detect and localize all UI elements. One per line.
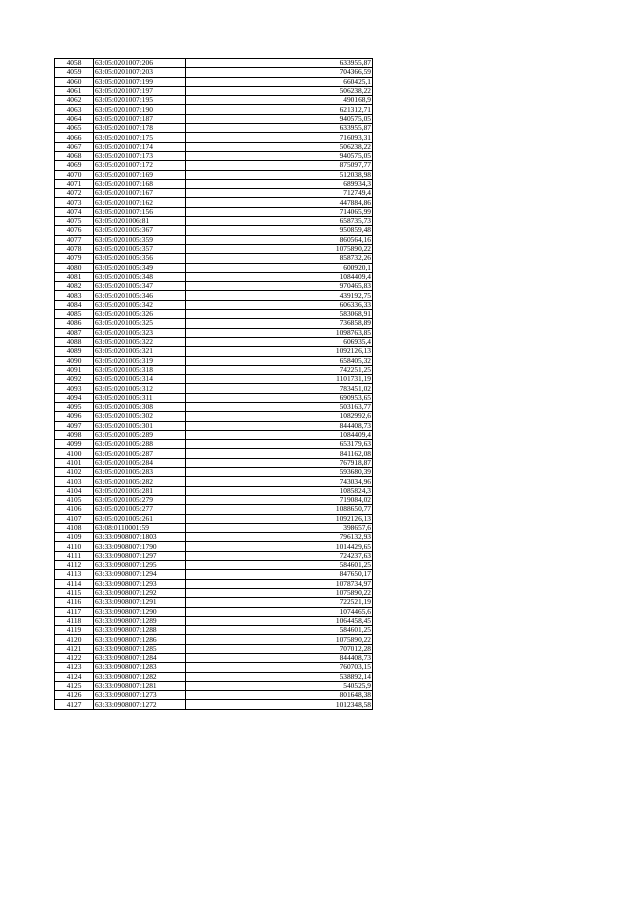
- value-cell: 512038,98: [186, 170, 373, 179]
- cadastral-number-cell: 63:05:0201005:349: [94, 263, 186, 272]
- cadastral-number-cell: 63:33:0908007:1288: [94, 626, 186, 635]
- cadastral-number-cell: 63:05:0201007:172: [94, 161, 186, 170]
- table-row: [55, 291, 373, 300]
- row-number-cell: 4120: [55, 635, 94, 644]
- cadastral-number-cell: 63:05:0201007:190: [94, 105, 186, 114]
- table-row: [55, 626, 373, 635]
- table-row: [55, 588, 373, 597]
- row-number-cell: 4083: [55, 291, 94, 300]
- value-cell: 593680,39: [186, 468, 373, 477]
- value-cell: 847650,17: [186, 570, 373, 579]
- value-cell: 736858,89: [186, 319, 373, 328]
- table-row: [55, 700, 373, 709]
- value-cell: 707012,28: [186, 644, 373, 653]
- value-cell: 719084,02: [186, 495, 373, 504]
- row-number-cell: 4113: [55, 570, 94, 579]
- value-cell: 1088650,77: [186, 505, 373, 514]
- row-number-cell: 4109: [55, 533, 94, 542]
- row-number-cell: 4100: [55, 449, 94, 458]
- table-row: [55, 170, 373, 179]
- cadastral-number-cell: 63:33:0908007:1295: [94, 561, 186, 570]
- cadastral-number-cell: 63:05:0201005:287: [94, 449, 186, 458]
- table-row: [55, 263, 373, 272]
- cadastral-number-cell: 63:33:0908007:1272: [94, 700, 186, 709]
- row-number-cell: 4105: [55, 495, 94, 504]
- value-cell: 584601,25: [186, 561, 373, 570]
- row-number-cell: 4125: [55, 681, 94, 690]
- value-cell: 940575,05: [186, 151, 373, 160]
- value-cell: 724237,63: [186, 551, 373, 560]
- cadastral-number-cell: 63:05:0201005:326: [94, 310, 186, 319]
- table-row: [55, 393, 373, 402]
- table-row: [55, 133, 373, 142]
- row-number-cell: 4122: [55, 654, 94, 663]
- value-cell: 490168,9: [186, 96, 373, 105]
- value-cell: 600920,1: [186, 263, 373, 272]
- table-row: [55, 105, 373, 114]
- cadastral-number-cell: 63:05:0201007:197: [94, 86, 186, 95]
- value-cell: 742251,25: [186, 365, 373, 374]
- value-cell: 783451,02: [186, 384, 373, 393]
- row-number-cell: 4084: [55, 300, 94, 309]
- value-cell: 1082992,6: [186, 412, 373, 421]
- row-number-cell: 4123: [55, 663, 94, 672]
- value-cell: 689934,3: [186, 179, 373, 188]
- row-number-cell: 4076: [55, 226, 94, 235]
- table-row: [55, 189, 373, 198]
- cadastral-number-cell: 63:05:0201007:199: [94, 77, 186, 86]
- cadastral-number-cell: 63:05:0201005:284: [94, 458, 186, 467]
- table-row: [55, 449, 373, 458]
- cadastral-value-table: [54, 58, 373, 710]
- table-row: [55, 151, 373, 160]
- cadastral-number-cell: 63:05:0201007:156: [94, 207, 186, 216]
- value-cell: 633955,87: [186, 59, 373, 68]
- table-row: [55, 244, 373, 253]
- table-row: [55, 570, 373, 579]
- row-number-cell: 4106: [55, 505, 94, 514]
- row-number-cell: 4091: [55, 365, 94, 374]
- table-row: [55, 579, 373, 588]
- table-row: [55, 440, 373, 449]
- value-cell: 841162,08: [186, 449, 373, 458]
- table-row: [55, 161, 373, 170]
- value-cell: 1085824,3: [186, 486, 373, 495]
- value-cell: 716093,31: [186, 133, 373, 142]
- table-row: [55, 644, 373, 653]
- table-row: [55, 421, 373, 430]
- row-number-cell: 4107: [55, 514, 94, 523]
- cadastral-number-cell: 63:05:0201005:289: [94, 430, 186, 439]
- cadastral-number-cell: 63:05:0201005:311: [94, 393, 186, 402]
- cadastral-number-cell: 63:33:0908007:1291: [94, 598, 186, 607]
- table-row: [55, 551, 373, 560]
- row-number-cell: 4085: [55, 310, 94, 319]
- table-row: [55, 691, 373, 700]
- cadastral-number-cell: 63:05:0201005:281: [94, 486, 186, 495]
- value-cell: 767918,87: [186, 458, 373, 467]
- cadastral-number-cell: 63:05:0201005:323: [94, 328, 186, 337]
- cadastral-number-cell: 63:05:0201005:347: [94, 282, 186, 291]
- value-cell: 714065,99: [186, 207, 373, 216]
- row-number-cell: 4099: [55, 440, 94, 449]
- cadastral-number-cell: 63:05:0201005:367: [94, 226, 186, 235]
- cadastral-number-cell: 63:05:0201007:187: [94, 114, 186, 123]
- table-row: [55, 635, 373, 644]
- row-number-cell: 4097: [55, 421, 94, 430]
- row-number-cell: 4064: [55, 114, 94, 123]
- value-cell: 844408,73: [186, 654, 373, 663]
- row-number-cell: 4078: [55, 244, 94, 253]
- row-number-cell: 4126: [55, 691, 94, 700]
- value-cell: 1078734,97: [186, 579, 373, 588]
- value-cell: 1092126,13: [186, 347, 373, 356]
- row-number-cell: 4079: [55, 254, 94, 263]
- cadastral-number-cell: 63:33:0908007:1297: [94, 551, 186, 560]
- row-number-cell: 4090: [55, 356, 94, 365]
- cadastral-number-cell: 63:05:0201005:359: [94, 235, 186, 244]
- row-number-cell: 4062: [55, 96, 94, 105]
- cadastral-number-cell: 63:05:0201005:321: [94, 347, 186, 356]
- value-cell: 653179,63: [186, 440, 373, 449]
- cadastral-number-cell: 63:33:0908007:1292: [94, 588, 186, 597]
- table-row: [55, 86, 373, 95]
- table-row: [55, 607, 373, 616]
- row-number-cell: 4067: [55, 142, 94, 151]
- table-row: [55, 663, 373, 672]
- row-number-cell: 4065: [55, 124, 94, 133]
- cadastral-number-cell: 63:05:0201007:168: [94, 179, 186, 188]
- value-cell: 858732,26: [186, 254, 373, 263]
- cadastral-number-cell: 63:05:0201005:308: [94, 402, 186, 411]
- row-number-cell: 4114: [55, 579, 94, 588]
- value-cell: 621312,71: [186, 105, 373, 114]
- table-body: [55, 59, 373, 710]
- row-number-cell: 4095: [55, 402, 94, 411]
- cadastral-number-cell: 63:05:0201005:356: [94, 254, 186, 263]
- table-row: [55, 542, 373, 551]
- value-cell: 875097,77: [186, 161, 373, 170]
- value-cell: 540525,9: [186, 681, 373, 690]
- table-row: [55, 226, 373, 235]
- row-number-cell: 4094: [55, 393, 94, 402]
- table-row: [55, 412, 373, 421]
- cadastral-number-cell: 63:33:0908007:1803: [94, 533, 186, 542]
- cadastral-number-cell: 63:05:0201005:319: [94, 356, 186, 365]
- cadastral-number-cell: 63:05:0201007:169: [94, 170, 186, 179]
- row-number-cell: 4093: [55, 384, 94, 393]
- row-number-cell: 4082: [55, 282, 94, 291]
- cadastral-number-cell: 63:05:0201005:277: [94, 505, 186, 514]
- cadastral-number-cell: 63:05:0201007:195: [94, 96, 186, 105]
- value-cell: 1075890,22: [186, 588, 373, 597]
- value-cell: 1014429,65: [186, 542, 373, 551]
- cadastral-number-cell: 63:05:0201005:288: [94, 440, 186, 449]
- value-cell: 398657,6: [186, 523, 373, 532]
- row-number-cell: 4075: [55, 217, 94, 226]
- cadastral-number-cell: 63:05:0201005:283: [94, 468, 186, 477]
- value-cell: 722521,19: [186, 598, 373, 607]
- row-number-cell: 4063: [55, 105, 94, 114]
- table-row: [55, 198, 373, 207]
- value-cell: 584601,25: [186, 626, 373, 635]
- row-number-cell: 4089: [55, 347, 94, 356]
- table-row: [55, 124, 373, 133]
- row-number-cell: 4072: [55, 189, 94, 198]
- cadastral-number-cell: 63:33:0908007:1284: [94, 654, 186, 663]
- table-row: [55, 514, 373, 523]
- value-cell: 439192,75: [186, 291, 373, 300]
- table-row: [55, 365, 373, 374]
- value-cell: 1075890,22: [186, 635, 373, 644]
- cadastral-number-cell: 63:05:0201005:302: [94, 412, 186, 421]
- table-row: [55, 142, 373, 151]
- value-cell: 1012348,58: [186, 700, 373, 709]
- cadastral-number-cell: 63:05:0201005:312: [94, 384, 186, 393]
- value-cell: 506238,22: [186, 142, 373, 151]
- cadastral-number-cell: 63:08:0110001:59: [94, 523, 186, 532]
- row-number-cell: 4118: [55, 616, 94, 625]
- row-number-cell: 4087: [55, 328, 94, 337]
- table-row: [55, 375, 373, 384]
- cadastral-number-cell: 63:33:0908007:1285: [94, 644, 186, 653]
- cadastral-number-cell: 63:05:0201005:325: [94, 319, 186, 328]
- row-number-cell: 4071: [55, 179, 94, 188]
- row-number-cell: 4066: [55, 133, 94, 142]
- row-number-cell: 4119: [55, 626, 94, 635]
- table-row: [55, 356, 373, 365]
- row-number-cell: 4096: [55, 412, 94, 421]
- row-number-cell: 4102: [55, 468, 94, 477]
- row-number-cell: 4070: [55, 170, 94, 179]
- value-cell: 583068,91: [186, 310, 373, 319]
- table-row: [55, 561, 373, 570]
- row-number-cell: 4108: [55, 523, 94, 532]
- value-cell: 796132,93: [186, 533, 373, 542]
- cadastral-number-cell: 63:05:0201005:322: [94, 337, 186, 346]
- cadastral-number-cell: 63:05:0201005:282: [94, 477, 186, 486]
- row-number-cell: 4117: [55, 607, 94, 616]
- row-number-cell: 4101: [55, 458, 94, 467]
- cadastral-number-cell: 63:33:0908007:1289: [94, 616, 186, 625]
- value-cell: 704366,59: [186, 68, 373, 77]
- row-number-cell: 4059: [55, 68, 94, 77]
- value-cell: 1092126,13: [186, 514, 373, 523]
- value-cell: 1084409,4: [186, 272, 373, 281]
- cadastral-number-cell: 63:05:0201007:167: [94, 189, 186, 198]
- value-cell: 660425,1: [186, 77, 373, 86]
- table-row: [55, 347, 373, 356]
- cadastral-number-cell: 63:05:0201005:301: [94, 421, 186, 430]
- row-number-cell: 4116: [55, 598, 94, 607]
- row-number-cell: 4124: [55, 672, 94, 681]
- value-cell: 950859,48: [186, 226, 373, 235]
- cadastral-number-cell: 63:05:0201007:206: [94, 59, 186, 68]
- value-cell: 1101731,19: [186, 375, 373, 384]
- table-row: [55, 486, 373, 495]
- row-number-cell: 4127: [55, 700, 94, 709]
- cadastral-number-cell: 63:33:0908007:1281: [94, 681, 186, 690]
- row-number-cell: 4115: [55, 588, 94, 597]
- cadastral-number-cell: 63:05:0201007:178: [94, 124, 186, 133]
- table-row: [55, 300, 373, 309]
- cadastral-number-cell: 63:05:0201007:173: [94, 151, 186, 160]
- value-cell: 658405,32: [186, 356, 373, 365]
- table-row: [55, 282, 373, 291]
- table-row: [55, 505, 373, 514]
- table-row: [55, 672, 373, 681]
- cadastral-number-cell: 63:05:0201007:162: [94, 198, 186, 207]
- row-number-cell: 4121: [55, 644, 94, 653]
- table-row: [55, 217, 373, 226]
- value-cell: 690953,65: [186, 393, 373, 402]
- table-row: [55, 458, 373, 467]
- cadastral-number-cell: 63:05:0201005:261: [94, 514, 186, 523]
- cadastral-number-cell: 63:33:0908007:1294: [94, 570, 186, 579]
- row-number-cell: 4061: [55, 86, 94, 95]
- row-number-cell: 4104: [55, 486, 94, 495]
- row-number-cell: 4060: [55, 77, 94, 86]
- table-row: [55, 533, 373, 542]
- row-number-cell: 4088: [55, 337, 94, 346]
- row-number-cell: 4111: [55, 551, 94, 560]
- value-cell: 633955,87: [186, 124, 373, 133]
- row-number-cell: 4086: [55, 319, 94, 328]
- value-cell: 1098763,85: [186, 328, 373, 337]
- table-row: [55, 654, 373, 663]
- table-row: [55, 235, 373, 244]
- table-row: [55, 68, 373, 77]
- cadastral-number-cell: 63:05:0201007:203: [94, 68, 186, 77]
- row-number-cell: 4112: [55, 561, 94, 570]
- table-row: [55, 319, 373, 328]
- cadastral-number-cell: 63:05:0201005:314: [94, 375, 186, 384]
- table-row: [55, 179, 373, 188]
- cadastral-number-cell: 63:05:0201005:279: [94, 495, 186, 504]
- cadastral-number-cell: 63:05:0201005:342: [94, 300, 186, 309]
- value-cell: 606935,4: [186, 337, 373, 346]
- table-row: [55, 254, 373, 263]
- row-number-cell: 4074: [55, 207, 94, 216]
- value-cell: 538892,14: [186, 672, 373, 681]
- value-cell: 760703,15: [186, 663, 373, 672]
- value-cell: 658735,73: [186, 217, 373, 226]
- cadastral-number-cell: 63:05:0201005:346: [94, 291, 186, 300]
- cadastral-number-cell: 63:33:0908007:1293: [94, 579, 186, 588]
- row-number-cell: 4080: [55, 263, 94, 272]
- row-number-cell: 4098: [55, 430, 94, 439]
- row-number-cell: 4092: [55, 375, 94, 384]
- cadastral-number-cell: 63:05:0201007:175: [94, 133, 186, 142]
- table-row: [55, 468, 373, 477]
- table-row: [55, 272, 373, 281]
- table-row: [55, 681, 373, 690]
- value-cell: 844408,73: [186, 421, 373, 430]
- row-number-cell: 4081: [55, 272, 94, 281]
- cadastral-number-cell: 63:05:0201007:174: [94, 142, 186, 151]
- cadastral-number-cell: 63:33:0908007:1283: [94, 663, 186, 672]
- value-cell: 447884,86: [186, 198, 373, 207]
- cadastral-number-cell: 63:33:0908007:1286: [94, 635, 186, 644]
- value-cell: 1074465,6: [186, 607, 373, 616]
- row-number-cell: 4103: [55, 477, 94, 486]
- row-number-cell: 4077: [55, 235, 94, 244]
- table-row: [55, 114, 373, 123]
- row-number-cell: 4069: [55, 161, 94, 170]
- table-row: [55, 616, 373, 625]
- cadastral-number-cell: 63:33:0908007:1790: [94, 542, 186, 551]
- row-number-cell: 4058: [55, 59, 94, 68]
- value-cell: 940575,05: [186, 114, 373, 123]
- table-row: [55, 207, 373, 216]
- cadastral-number-cell: 63:05:0201005:348: [94, 272, 186, 281]
- table-row: [55, 328, 373, 337]
- table-row: [55, 598, 373, 607]
- table-row: [55, 477, 373, 486]
- cadastral-number-cell: 63:05:0201006:81: [94, 217, 186, 226]
- value-cell: 801648,38: [186, 691, 373, 700]
- row-number-cell: 4110: [55, 542, 94, 551]
- row-number-cell: 4068: [55, 151, 94, 160]
- value-cell: 606336,33: [186, 300, 373, 309]
- table-row: [55, 523, 373, 532]
- table-row: [55, 402, 373, 411]
- value-cell: 1084409,4: [186, 430, 373, 439]
- cadastral-number-cell: 63:33:0908007:1273: [94, 691, 186, 700]
- value-cell: 970465,83: [186, 282, 373, 291]
- table-row: [55, 59, 373, 68]
- value-cell: 1064458,45: [186, 616, 373, 625]
- cadastral-number-cell: 63:33:0908007:1282: [94, 672, 186, 681]
- value-cell: 1075890,22: [186, 244, 373, 253]
- table-row: [55, 96, 373, 105]
- value-cell: 712749,4: [186, 189, 373, 198]
- table-row: [55, 430, 373, 439]
- cadastral-number-cell: 63:05:0201005:318: [94, 365, 186, 374]
- cadastral-number-cell: 63:33:0908007:1290: [94, 607, 186, 616]
- table-row: [55, 337, 373, 346]
- table-row: [55, 384, 373, 393]
- table-row: [55, 495, 373, 504]
- cadastral-number-cell: 63:05:0201005:357: [94, 244, 186, 253]
- row-number-cell: 4073: [55, 198, 94, 207]
- value-cell: 503163,77: [186, 402, 373, 411]
- table-row: [55, 77, 373, 86]
- table-row: [55, 310, 373, 319]
- value-cell: 506238,22: [186, 86, 373, 95]
- value-cell: 743034,96: [186, 477, 373, 486]
- value-cell: 860564,16: [186, 235, 373, 244]
